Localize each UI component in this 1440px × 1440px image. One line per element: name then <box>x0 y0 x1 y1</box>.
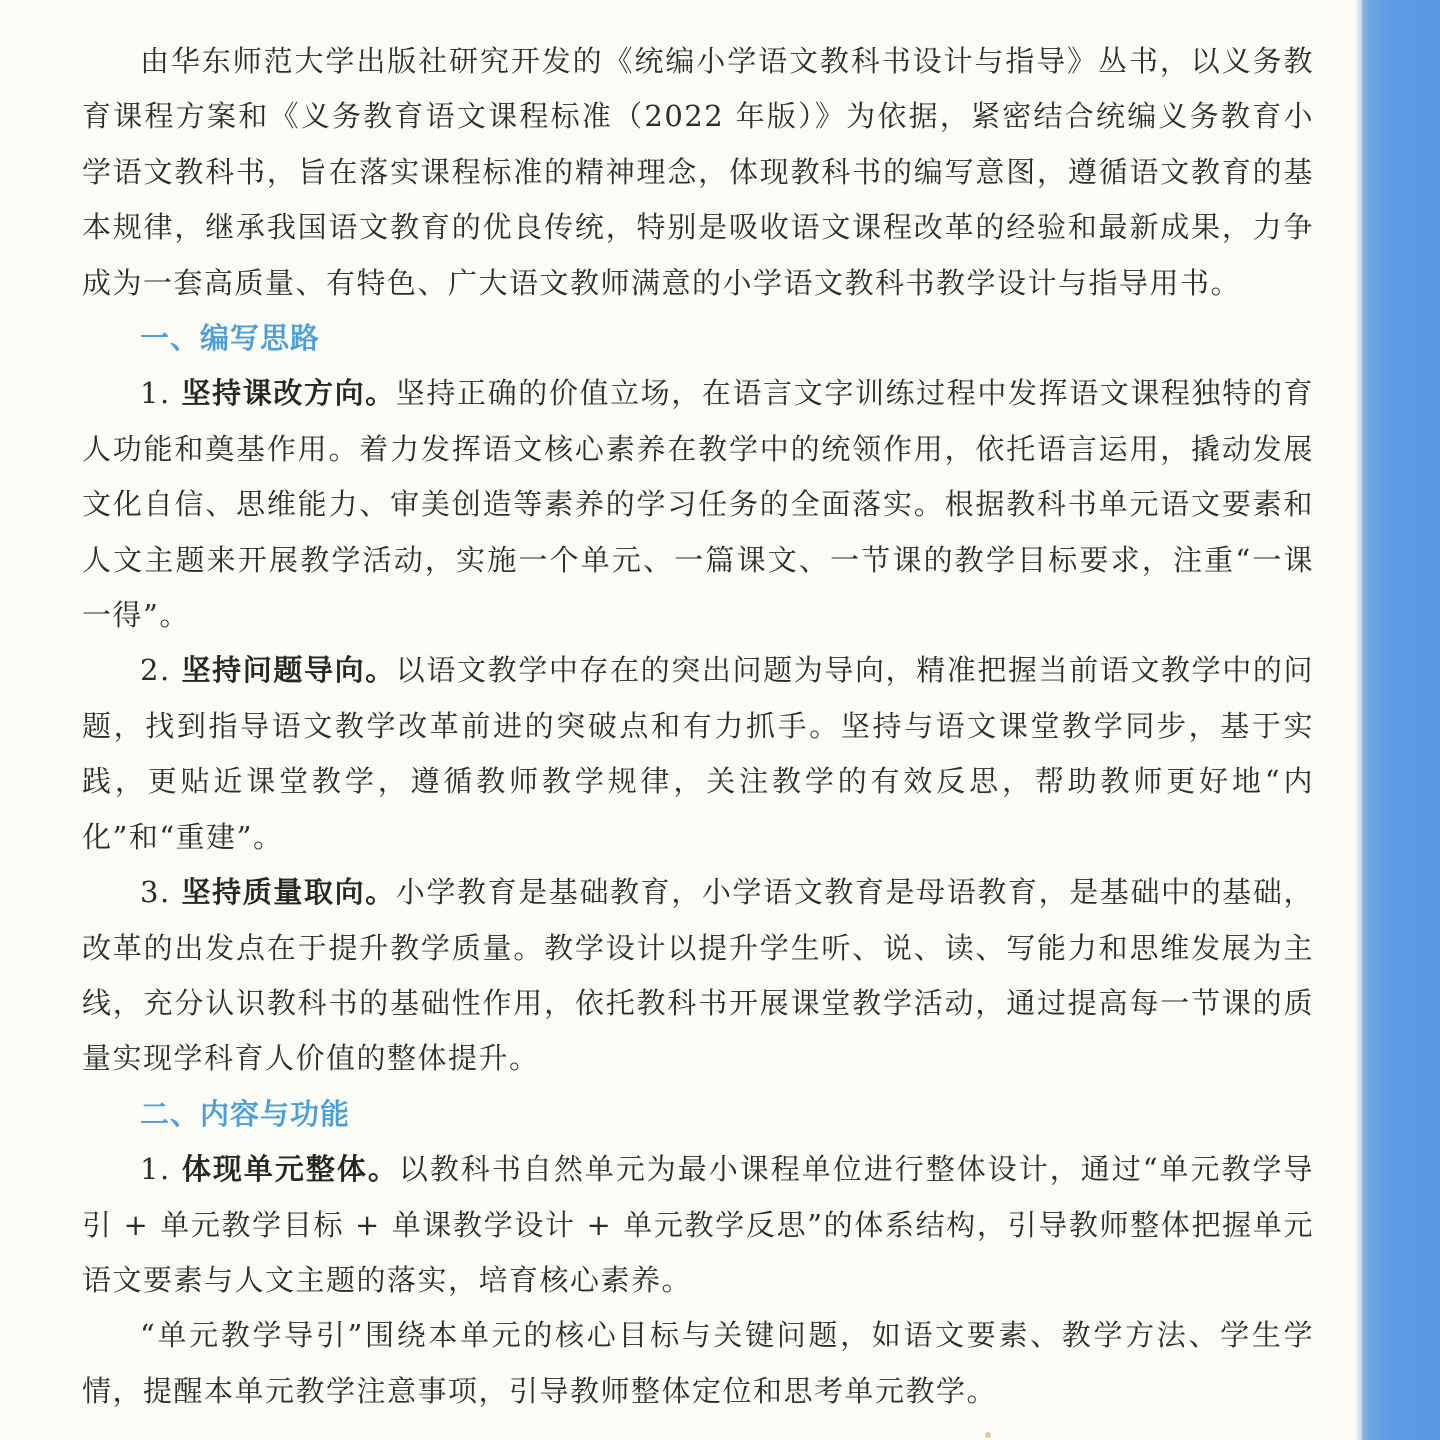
section1-item-1 <box>82 366 1314 643</box>
item-text: 以语文教学中存在的突出问题为导向，精准把握当前语文教学中的问题，找到指导语文教学改革前进的突破点和有力抓手。坚持与语文课堂教学同步，基于实践，更贴近课堂教学，遵循教师教学规律，关注教学的有效反思，帮助教师更好地“内化”和“重建”。 <box>82 653 1314 854</box>
intro-paragraph: 由华东师范大学出版社研究开发的《统编小学语文教科书设计与指导》丛书，以义务教育课程方案和《义务教育语文课程标准（2022 年版）》为依据，紧密结合统编义务教育小学语文教科书，旨在落实课程标准的精神理念，体现教科书的编写意图，遵循语文教育的基本规律，继承我国语文教育的优良传统，特别是吸收语文课程改革的经验和最新成果，力争成为一套高质量、有特色、广大语文教师满意的小学语文教科书教学设计与指导用书。 <box>82 44 1314 300</box>
print-speck <box>985 1432 991 1438</box>
item-text: 小学教育是基础教育，小学语文教育是母语教育，是基础中的基础，改革的出发点在于提升教学质量。教学设计以提升学生听、说、读、写能力和思维发展为主线，充分认识教科书的基础性作用，依托教科书开展课堂教学活动，通过提高每一节课的质量实现学科育人价值的整体提升。 <box>82 875 1314 1076</box>
item-number: 2. <box>140 653 171 688</box>
section-heading-writing-approach: 一、编写思路 <box>140 321 321 356</box>
item-lead: 体现单元整体。 <box>181 1152 399 1187</box>
item-lead: 坚持问题导向。 <box>181 653 396 688</box>
section1-item-3 <box>82 865 1314 1087</box>
section2-paragraph: “单元教学导引”围绕本单元的核心目标与关键问题，如语文要素、教学方法、学生学情，提醒本单元教学注意事项，引导教师整体定位和思考单元教学。 <box>82 1318 1314 1408</box>
item-text: 以教科书自然单元为最小课程单位进行整体设计，通过“单元教学导引 + 单元教学目标 + 单课教学设计 + 单元教学反思”的体系结构，引导教师整体把握单元语文要素与人文主题的落实，培育核心素养。 <box>82 1152 1315 1297</box>
section1-item-2 <box>82 643 1314 865</box>
book-spine <box>1362 0 1440 1440</box>
item-number: 1. <box>140 376 171 411</box>
item-text: 坚持正确的价值立场，在语言文字训练过程中发挥语文课程独特的育人功能和奠基作用。着力发挥语文核心素养在教学中的统领作用，依托语言运用，撬动发展文化自信、思维能力、审美创造等素养的学习任务的全面落实。根据教科书单元语文要素和人文主题来开展教学活动，实施一个单元、一篇课文、一节课的教学目标要求，注重“一课一得”。 <box>82 376 1314 633</box>
item-lead: 坚持课改方向。 <box>181 376 396 411</box>
item-number: 1. <box>140 1152 171 1187</box>
section-heading-content-function: 二、内容与功能 <box>140 1096 351 1131</box>
page-content <box>82 34 1314 1419</box>
item-lead: 坚持质量取向。 <box>181 875 396 910</box>
section2-item-1 <box>82 1142 1314 1308</box>
item-number: 3. <box>140 875 171 910</box>
